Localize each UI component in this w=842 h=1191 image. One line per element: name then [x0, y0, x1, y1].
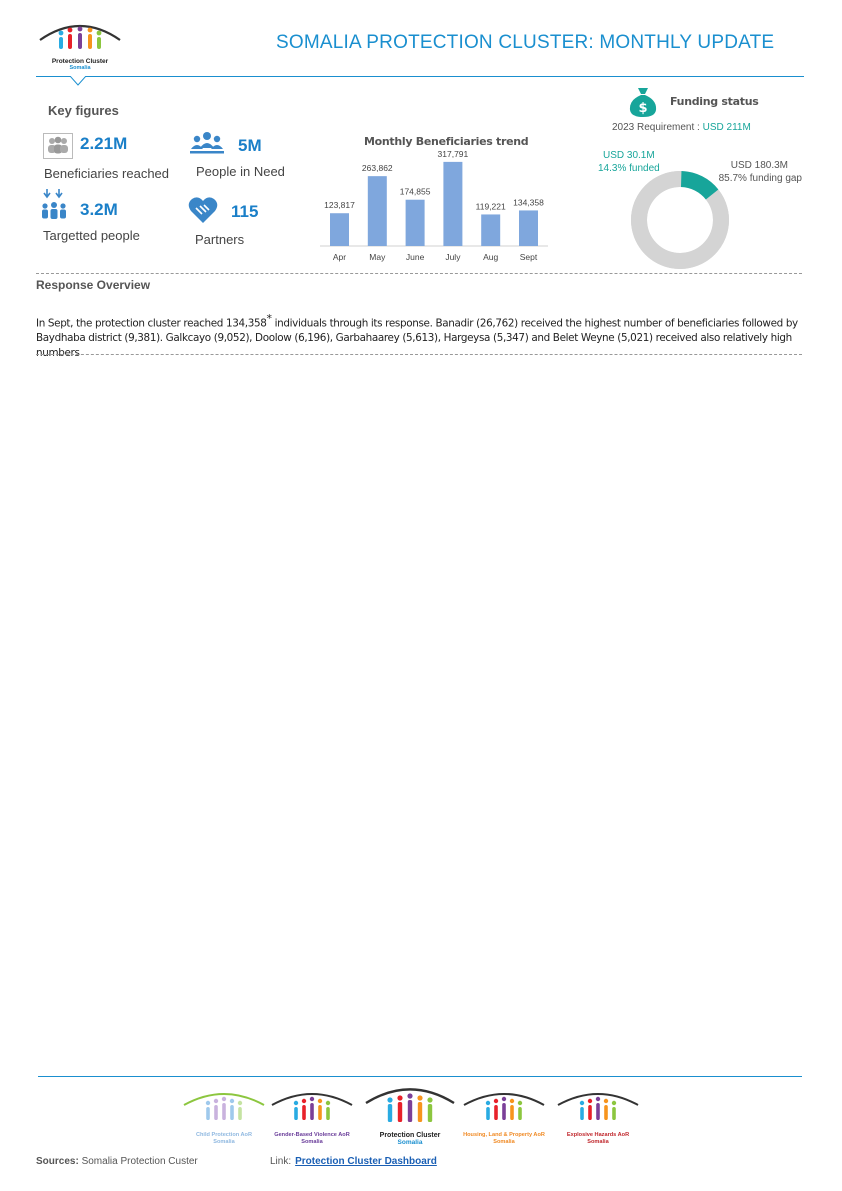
people-in-need-value: 5M: [238, 136, 262, 155]
dashboard-link-row: [270, 1156, 437, 1167]
bar-value-label: 263,862: [361, 163, 393, 174]
people-icon: [189, 130, 225, 156]
bar-july: [443, 162, 462, 246]
sources: [36, 1156, 198, 1167]
funding-requirement: [612, 122, 751, 133]
response-overview-text-end: individuals through its response. Banadir (26,762) received the highest number of beneficiaries followed by Baydhaba district (9,381). Galkcayo (9,052), Doolow (6,196), Garbahaarey (5,613), Hargeysa (5,347) and Belet Weyne (5,021) received also relatively high numbers: [36, 317, 798, 360]
x-tick-label: Sept: [519, 252, 538, 262]
handshake-icon: [188, 195, 218, 225]
header-notch-icon: [70, 76, 86, 86]
footer-logo-3: [362, 1082, 458, 1144]
footer-logo-caption: Child Protection AoR: [195, 1132, 253, 1138]
funding-donut-chart: [630, 170, 730, 270]
footer-logo-subcaption: Somalia: [493, 1139, 515, 1145]
link-label: Link:: [270, 1156, 292, 1167]
footer-logo-subcaption: Somalia: [213, 1139, 235, 1145]
footer-logo-subcaption: Somalia: [397, 1139, 423, 1146]
beneficiaries-reached-value: 2.21M: [80, 134, 128, 153]
footer-logo-subcaption: Somalia: [301, 1139, 323, 1145]
x-tick-label: July: [445, 252, 461, 262]
footer-logo-caption: Housing, Land & Property AoR: [463, 1132, 545, 1138]
money-bag-icon: [629, 86, 657, 118]
funded-slice: [681, 179, 712, 194]
header-logo-subcaption: Somalia: [69, 65, 91, 71]
header-divider: [36, 76, 804, 77]
monthly-beneficiaries-chart: [318, 148, 550, 266]
header-logo-caption: Protection Cluster: [51, 58, 109, 65]
footer-divider: [38, 1076, 802, 1077]
protection-cluster-logo-icon: [36, 18, 124, 62]
cluster-logo-icon: [460, 1088, 548, 1122]
sources-value: Somalia Protection Custer: [81, 1156, 198, 1167]
key-figures-title: Key figures: [48, 103, 119, 118]
page-title: SOMALIA PROTECTION CLUSTER: MONTHLY UPDATE: [276, 32, 775, 53]
bar-value-label: 317,791: [437, 148, 469, 159]
svg-text:$: $: [638, 101, 648, 116]
bar-sept: [519, 210, 538, 246]
bar-value-label: 174,855: [399, 186, 431, 197]
targetted-people-label: Targetted people: [43, 228, 140, 243]
bar-apr: [330, 213, 349, 246]
section-divider-bottom: [36, 354, 802, 355]
bar-aug: [481, 214, 500, 246]
people-in-need-label: People in Need: [196, 164, 285, 179]
funding-requirement-label: 2023 Requirement :: [612, 122, 700, 133]
response-overview-title: Response Overview: [36, 278, 151, 292]
bar-value-label: 134,358: [513, 197, 544, 208]
footer-logo-4: [460, 1088, 548, 1150]
footer-logo-caption: Gender-Based Violence AoR: [274, 1132, 350, 1138]
target-people-icon: [39, 188, 71, 222]
header-logo: [36, 18, 124, 74]
protection-cluster-dashboard-link[interactable]: Protection Cluster Dashboard: [295, 1156, 437, 1167]
footer-logo-caption: Protection Cluster: [379, 1132, 441, 1139]
targetted-people-value: 3.2M: [80, 200, 118, 219]
funding-requirement-value: USD 211M: [702, 122, 751, 133]
cluster-logo-icon: [362, 1082, 458, 1124]
cluster-logo-icon: [268, 1088, 356, 1122]
footer-logo-subcaption: Somalia: [587, 1139, 609, 1145]
footer-logo-5: [554, 1088, 642, 1150]
bar-value-label: 123,817: [324, 200, 355, 211]
bar-june: [406, 200, 425, 246]
x-tick-label: June: [405, 252, 425, 262]
section-divider: [36, 273, 802, 274]
bar-may: [368, 176, 387, 246]
trend-chart-title: Monthly Beneficiaries trend: [364, 135, 529, 148]
x-tick-label: May: [369, 252, 386, 262]
funding-status-title: Funding status: [670, 95, 759, 108]
footer-logo-caption: Explosive Hazards AoR: [566, 1132, 630, 1138]
asterisk-mark: *: [266, 312, 272, 325]
beneficiaries-reached-label: Beneficiaries reached: [44, 166, 170, 181]
bar-value-label: 119,221: [475, 201, 506, 212]
gap-percent: 85.7% funding gap: [718, 173, 802, 184]
x-tick-label: Apr: [332, 252, 347, 262]
footer-logos: [180, 1082, 650, 1148]
footer-logo-1: [180, 1088, 268, 1150]
funded-amount: USD 30.1M: [603, 150, 655, 161]
footer-logo-2: [268, 1088, 356, 1150]
response-overview-text-start: In Sept, the protection cluster reached 134,358: [36, 317, 267, 330]
funded-percent: 14.3% funded: [598, 163, 660, 174]
partners-value: 115: [231, 202, 259, 221]
people-group-icon: [43, 133, 73, 159]
cluster-logo-icon: [554, 1088, 642, 1122]
partners-label: Partners: [195, 232, 245, 247]
x-tick-label: Aug: [483, 252, 499, 262]
gap-amount: USD 180.3M: [730, 160, 788, 171]
cluster-logo-icon: [180, 1088, 268, 1122]
sources-label: Sources:: [36, 1156, 79, 1167]
